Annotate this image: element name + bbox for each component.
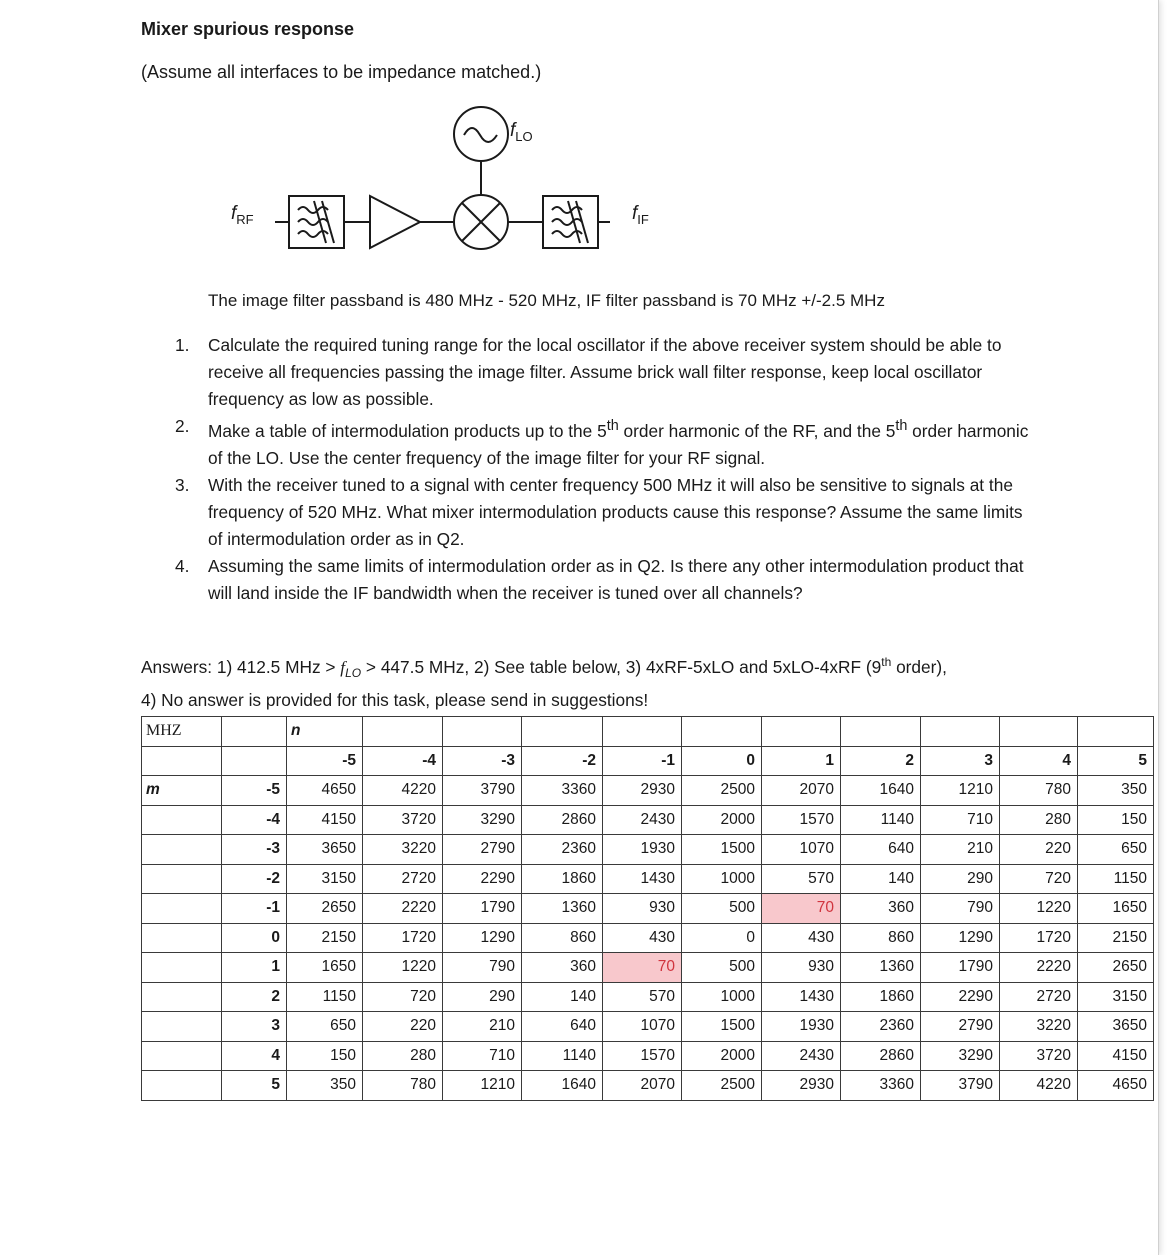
table-cell: 2360 [841,1012,921,1042]
n-value-header: -3 [443,746,522,776]
table-cell: 1500 [682,1012,762,1042]
table-cell: 430 [603,923,682,953]
table-cell: 3790 [443,776,522,806]
table-cell: 4150 [287,805,363,835]
table-row [142,894,1154,924]
question-item: 1. Calculate the required tuning range for the local oscillator if the above receiver system should be able to receive all frequencies passing the image filter. Assume brick wall filter response, keep local oscillator frequency as low as possible. [175,335,1002,409]
n-label: n [287,717,363,747]
intermodulation-table [141,716,1154,1101]
table-cell: 930 [762,953,841,983]
table-cell: 1860 [841,982,921,1012]
table-cell: 2070 [762,776,841,806]
table-cell: 1360 [522,894,603,924]
table-cell: 1290 [443,923,522,953]
table-cell: 2150 [287,923,363,953]
table-row [142,982,1154,1012]
table-cell: 2000 [682,805,762,835]
table-cell: 1220 [1000,894,1078,924]
table-cell: 140 [522,982,603,1012]
table-cell: 2290 [443,864,522,894]
table-cell: 2720 [363,864,443,894]
table-cell: 500 [682,894,762,924]
lo-frequency-label: $f_{LO}$ [510,120,533,144]
m-value-header: 2 [222,982,287,1012]
empty-cell [603,717,682,747]
passband-text: The image filter passband is 480 MHz - 520 MHz, IF filter passband is 70 MHz +/-2.5 MHz [208,291,885,310]
table-cell: 930 [603,894,682,924]
table-row [142,1012,1154,1042]
m-value-header: -2 [222,864,287,894]
table-cell: 2650 [287,894,363,924]
table-cell: 3790 [921,1071,1000,1101]
table-cell: 640 [841,835,921,865]
n-value-header: -4 [363,746,443,776]
table-cell: 1570 [603,1041,682,1071]
empty-cell [142,923,222,953]
m-value-header: -5 [222,776,287,806]
table-cell: 210 [443,1012,522,1042]
table-cell: 2930 [762,1071,841,1101]
table-cell: 350 [287,1071,363,1101]
table-row [142,1041,1154,1071]
m-value-header: 4 [222,1041,287,1071]
table-cell: 790 [443,953,522,983]
table-cell: 1720 [363,923,443,953]
empty-cell [142,1041,222,1071]
empty-cell [222,746,287,776]
table-cell: 500 [682,953,762,983]
n-value-header: 2 [841,746,921,776]
lo-source-icon [454,107,508,161]
table-cell: 2000 [682,1041,762,1071]
table-cell: 4220 [1000,1071,1078,1101]
table-cell: 2070 [603,1071,682,1101]
empty-cell [841,717,921,747]
table-cell: 290 [443,982,522,1012]
table-cell: 1720 [1000,923,1078,953]
if-filter-icon [543,196,598,248]
table-cell: 1000 [682,982,762,1012]
empty-cell [443,717,522,747]
table-cell: 2430 [603,805,682,835]
table-cell: 2790 [921,1012,1000,1042]
table-cell: 1290 [921,923,1000,953]
n-value-header: 3 [921,746,1000,776]
table-cell: 1790 [443,894,522,924]
empty-cell [222,717,287,747]
table-row [142,1071,1154,1101]
table-cell: 4220 [363,776,443,806]
n-value-header: 0 [682,746,762,776]
table-cell: 0 [682,923,762,953]
table-cell: 710 [921,805,1000,835]
question-item: 2. Make a table of intermodulation products up to the 5th order harmonic of the RF, and the 5th order harmonic of the LO. Use the center frequency of the image filter for your RF signal. [175,416,1029,468]
table-cell: 650 [1078,835,1154,865]
table-cell: 1790 [921,953,1000,983]
highlighted-cell: 70 [603,953,682,983]
table-cell: 1640 [841,776,921,806]
table-cell: 220 [363,1012,443,1042]
receiver-block-diagram [200,100,660,260]
m-value-header: 5 [222,1071,287,1101]
empty-cell [1000,717,1078,747]
table-cell: 2500 [682,776,762,806]
table-cell: 290 [921,864,1000,894]
table-cell: 2720 [1000,982,1078,1012]
table-header-row [142,717,1154,747]
table-cell: 3720 [363,805,443,835]
table-cell: 860 [522,923,603,953]
n-value-header: -1 [603,746,682,776]
empty-cell [142,894,222,924]
table-cell: 1930 [603,835,682,865]
table-cell: 4650 [1078,1071,1154,1101]
table-cell: 360 [522,953,603,983]
empty-cell [142,835,222,865]
n-value-header: 4 [1000,746,1078,776]
question-item: 3. With the receiver tuned to a signal with center frequency 500 MHz it will also be sensitive to signals at the frequency of 520 MHz. What mixer intermodulation products cause this response? Assume the same limits of intermodulation order as in Q2. [175,474,1023,549]
table-cell: 140 [841,864,921,894]
table-cell: 1150 [287,982,363,1012]
table-cell: 650 [287,1012,363,1042]
table-cell: 3290 [443,805,522,835]
table-row [142,923,1154,953]
n-value-header: -5 [287,746,363,776]
question-list [168,332,1038,607]
table-cell: 1430 [762,982,841,1012]
table-cell: 4150 [1078,1041,1154,1071]
empty-cell [142,746,222,776]
table-cell: 2500 [682,1071,762,1101]
table-cell: 1220 [363,953,443,983]
table-cell: 780 [1000,776,1078,806]
m-value-header: 3 [222,1012,287,1042]
amplifier-icon [370,196,420,248]
table-cell: 1000 [682,864,762,894]
table-cell: 1070 [762,835,841,865]
table-row [142,953,1154,983]
table-cell: 1140 [522,1041,603,1071]
empty-cell [682,717,762,747]
table-cell: 3220 [1000,1012,1078,1042]
table-cell: 3650 [1078,1012,1154,1042]
empty-cell [363,717,443,747]
table-cell: 280 [1000,805,1078,835]
rf-frequency-label: $f_{RF}$ [231,203,254,227]
table-cell: 720 [1000,864,1078,894]
table-cell: 2290 [921,982,1000,1012]
empty-cell [142,805,222,835]
table-cell: 1210 [443,1071,522,1101]
table-cell: 1140 [841,805,921,835]
if-frequency-label: $f_{IF}$ [632,203,649,227]
table-row [142,805,1154,835]
subtitle: (Assume all interfaces to be impedance matched.) [141,62,542,82]
table-cell: 710 [443,1041,522,1071]
table-cell: 1360 [841,953,921,983]
empty-cell [921,717,1000,747]
m-value-header: 1 [222,953,287,983]
table-cell: 2860 [522,805,603,835]
n-value-header: -2 [522,746,603,776]
table-cell: 2220 [363,894,443,924]
table-cell: 780 [363,1071,443,1101]
table-cell: 1650 [1078,894,1154,924]
table-cell: 350 [1078,776,1154,806]
m-label: m [142,776,222,806]
table-cell: 360 [841,894,921,924]
image-filter-icon [289,196,344,248]
highlighted-cell: 70 [762,894,841,924]
table-cell: 3360 [841,1071,921,1101]
table-cell: 720 [363,982,443,1012]
table-cell: 1210 [921,776,1000,806]
table-cell: 860 [841,923,921,953]
m-value-header: -3 [222,835,287,865]
table-cell: 2220 [1000,953,1078,983]
table-cell: 640 [522,1012,603,1042]
table-cell: 2860 [841,1041,921,1071]
table-row [142,864,1154,894]
table-cell: 1650 [287,953,363,983]
table-row [142,835,1154,865]
table-cell: 3720 [1000,1041,1078,1071]
table-cell: 1860 [522,864,603,894]
table-cell: 3650 [287,835,363,865]
table-cell: 150 [1078,805,1154,835]
n-value-header: 1 [762,746,841,776]
table-cell: 3220 [363,835,443,865]
m-value-header: -4 [222,805,287,835]
table-cell: 790 [921,894,1000,924]
table-cell: 150 [287,1041,363,1071]
table-cell: 1430 [603,864,682,894]
table-cell: 1640 [522,1071,603,1101]
table-cell: 280 [363,1041,443,1071]
empty-cell [142,1012,222,1042]
empty-cell [142,982,222,1012]
answers-paragraph: Answers: 1) 412.5 MHz > $f_{LO} > 447.5$ MHz, 2) See table below, 3) 4xRF-5xLO and 5xLO-4xRF (9th order), 4) No answer is provided for this task, please send in suggestions! [141,655,947,711]
table-cell: 570 [762,864,841,894]
table-cell: 3360 [522,776,603,806]
m-value-header: -1 [222,894,287,924]
n-values-row [142,746,1154,776]
table-cell: 3150 [287,864,363,894]
empty-cell [142,953,222,983]
table-cell: 3150 [1078,982,1154,1012]
table-cell: 1500 [682,835,762,865]
empty-cell [142,864,222,894]
n-value-header: 5 [1078,746,1154,776]
table-cell: 1930 [762,1012,841,1042]
table-cell: 2430 [762,1041,841,1071]
table-cell: 1150 [1078,864,1154,894]
table-cell: 2790 [443,835,522,865]
table-cell: 210 [921,835,1000,865]
question-item: 4. Assuming the same limits of intermodulation order as in Q2. Is there any other intermodulation product that will land inside the IF bandwidth when the receiver is tuned over all channels? [175,555,1024,603]
table-cell: 1570 [762,805,841,835]
table-cell: 2650 [1078,953,1154,983]
table-cell: 1070 [603,1012,682,1042]
table-cell: 2930 [603,776,682,806]
table-cell: 2150 [1078,923,1154,953]
empty-cell [1078,717,1154,747]
table-cell: 3290 [921,1041,1000,1071]
table-cell: 220 [1000,835,1078,865]
table-cell: 2360 [522,835,603,865]
table-cell: 430 [762,923,841,953]
unit-label: MHZ [142,717,222,747]
empty-cell [522,717,603,747]
table-row [142,776,1154,806]
table-cell: 4650 [287,776,363,806]
m-value-header: 0 [222,923,287,953]
empty-cell [142,1071,222,1101]
page-title: Mixer spurious response [141,19,355,39]
empty-cell [762,717,841,747]
table-cell: 570 [603,982,682,1012]
